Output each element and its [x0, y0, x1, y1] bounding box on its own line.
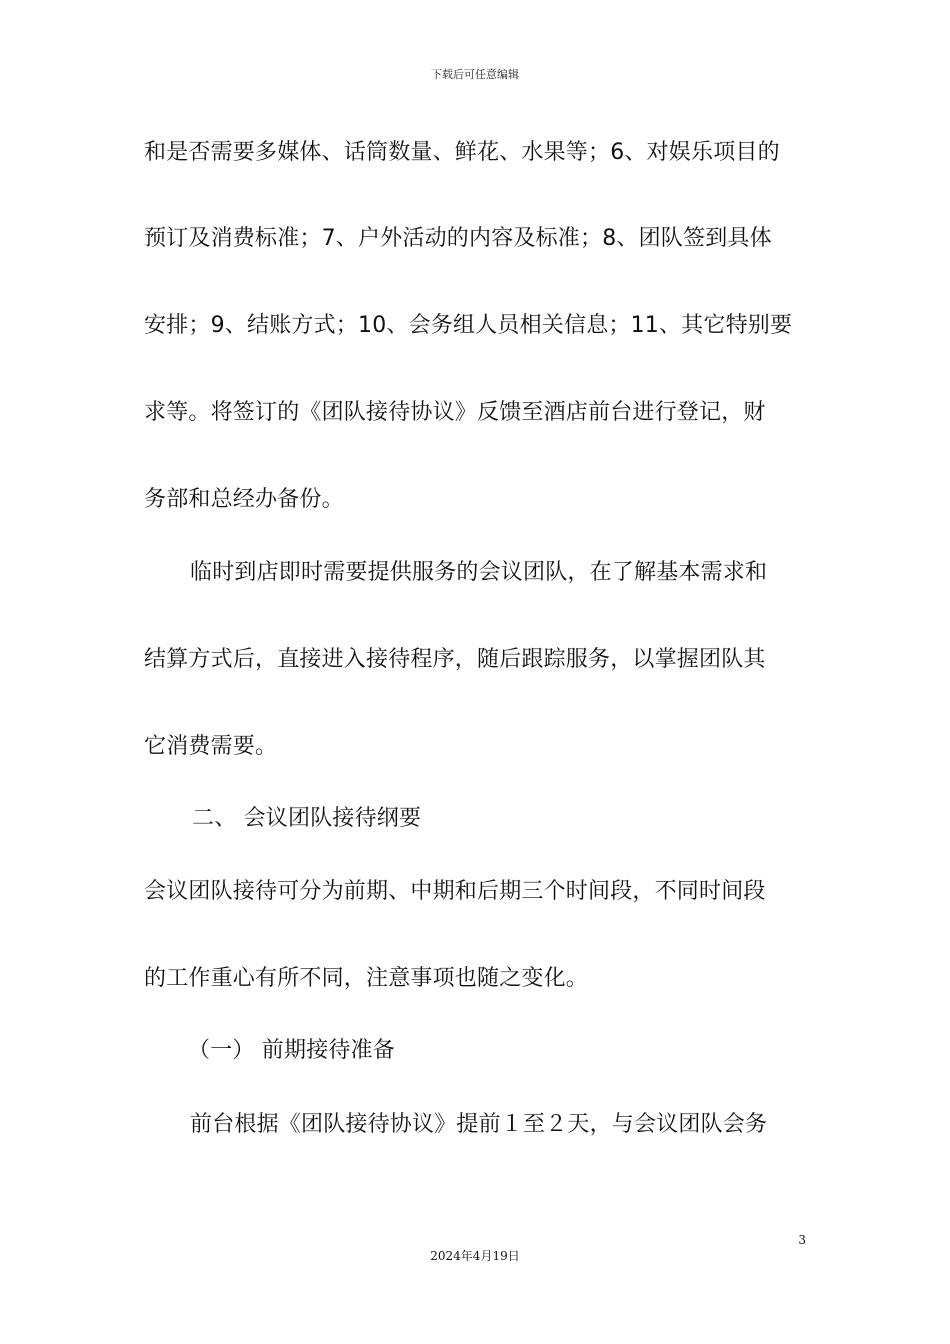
footer-date: 2024年4月19日	[430, 1249, 520, 1263]
paragraph-line: 求等。将签订的《团队接待协议》反馈至酒店前台进行登记，财	[144, 400, 766, 425]
section-heading: 二、 会议团队接待纲要	[192, 806, 422, 831]
paragraph-line: 安排；9、结账方式；10、会务组人员相关信息；11、其它特别要	[144, 313, 793, 338]
page-number: 3	[798, 1233, 806, 1247]
paragraph-line: 会议团队接待可分为前期、中期和后期三个时间段，不同时间段	[144, 879, 766, 904]
paragraph-line: 务部和总经办备份。	[144, 487, 344, 512]
paragraph-line: 前台根据《团队接待协议》提前１至２天，与会议团队会务	[190, 1112, 768, 1137]
paragraph-line: 预订及消费标准；7、户外活动的内容及标准；8、团队签到具体	[144, 226, 772, 251]
paragraph-line: 的工作重心有所不同，注意事项也随之变化。	[144, 966, 589, 991]
subsection-heading: （一） 前期接待准备	[188, 1038, 395, 1063]
paragraph-line: 临时到店即时需要提供服务的会议团队，在了解基本需求和	[190, 560, 768, 585]
paragraph-line: 结算方式后，直接进入接待程序，随后跟踪服务，以掌握团队其	[144, 647, 766, 672]
paragraph-line: 它消费需要。	[144, 734, 278, 759]
paragraph-line: 和是否需要多媒体、话筒数量、鲜花、水果等；6、对娱乐项目的	[144, 140, 780, 165]
header-note: 下载后可任意编辑	[431, 68, 519, 81]
